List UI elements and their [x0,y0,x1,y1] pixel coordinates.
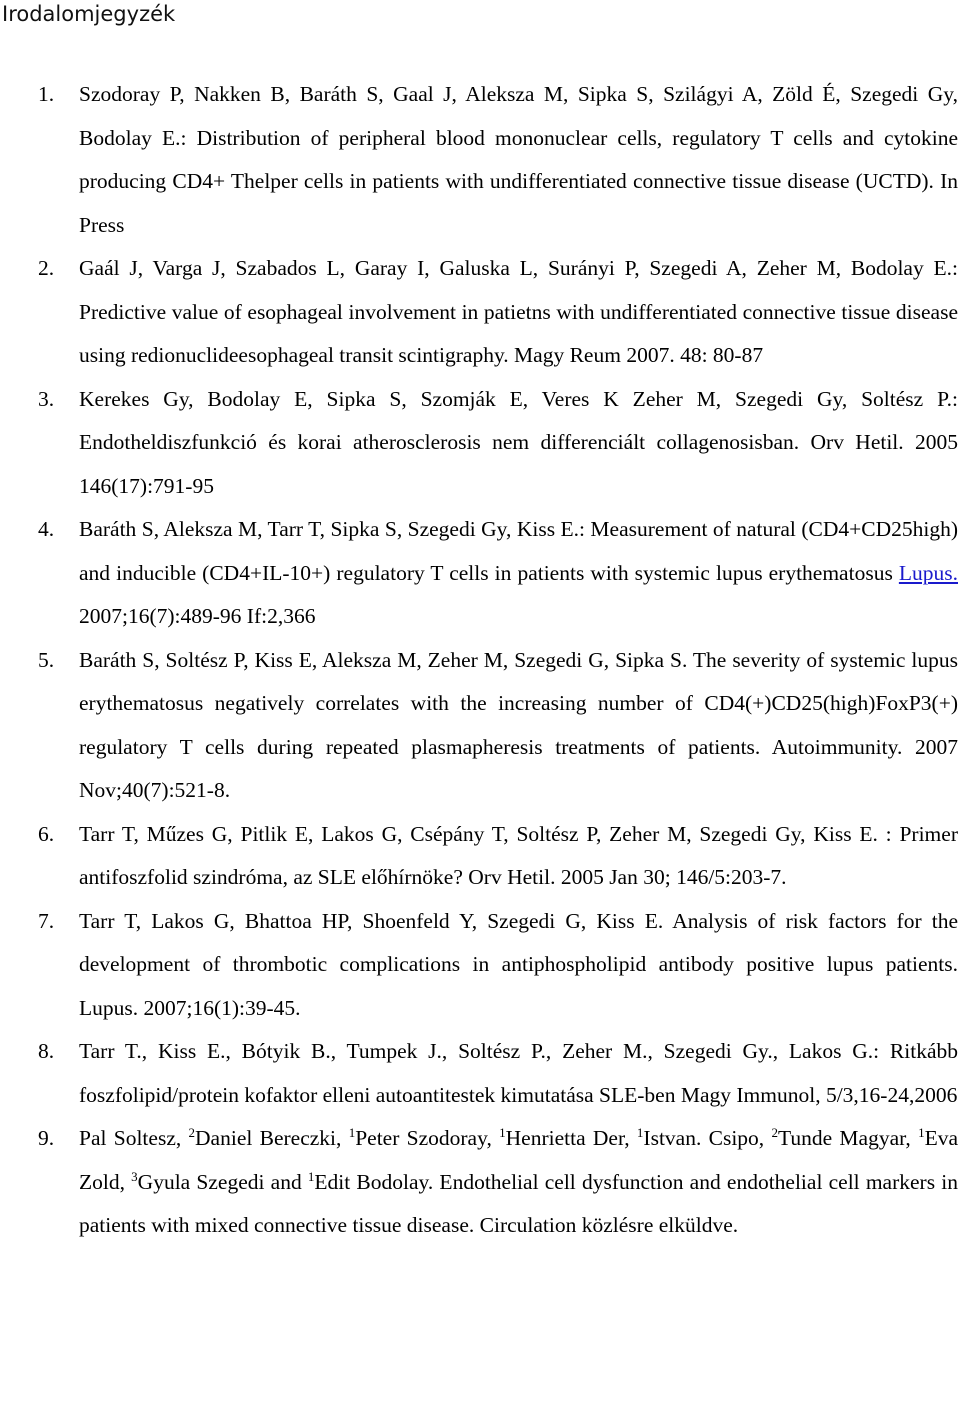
affiliation-superscript: 2 [188,1125,196,1140]
reference-number: 4. [38,517,55,541]
reference-text: Baráth S, Aleksza M, Tarr T, Sipka S, Szegedi Gy, Kiss E.: Measurement of natural (CD4+CD25high) and inducible (CD4+IL-10+) regulatory T cells in patients with systemic lupus erythematosus [79,517,958,585]
reference-text: Gaál J, Varga J, Szabados L, Garay I, Galuska L, Surányi P, Szegedi A, Zeher M, Bodolay E.: Predictive value of esophageal involvement in patietns with undifferentiated connective tissue disease using redionuclideesophageal transit scintigraphy. Magy Reum 2007. 48: 80-87 [79,256,958,367]
list-item [0,1030,958,1117]
list-item [0,73,958,247]
affiliation-superscript: 1 [918,1125,925,1140]
reference-number: 5. [38,647,55,672]
list-item [0,900,958,1031]
reference-number: 3. [38,386,55,411]
affiliation-superscript: 1 [499,1125,506,1140]
reference-number: 1. [38,82,55,106]
reference-number: 2. [38,256,55,280]
reference-number: 7. [38,908,55,933]
page-title: Irodalomjegyzék [2,2,176,26]
author-text: Gyula Szegedi and [137,1169,308,1194]
author-text: Eva Zold, [79,1126,959,1194]
list-item [0,1117,958,1248]
list-item [0,639,958,813]
reference-text: Tarr T, Műzes G, Pitlik E, Lakos G, Csépány T, Soltész P, Zeher M, Szegedi Gy, Kiss E. : Primer antifoszfolid szindróma, az SLE előhírnöke? Orv Hetil. 2005 Jan 30; 146/5:203-7. [79,821,958,889]
list-item [0,247,958,378]
reference-number: 8. [38,1039,55,1063]
reference-text: Tarr T, Lakos G, Bhattoa HP, Shoenfeld Y, Szegedi G, Kiss E. Analysis of risk factors for the development of thrombotic complications in antiphospholipid antibody positive lupus patients. Lupus. 2007;16(1):39-45. [79,908,958,1020]
affiliation-superscript: 2 [771,1125,778,1140]
journal-link[interactable]: Lupus. [898,560,958,585]
list-item [0,813,958,900]
list-item [0,508,958,639]
reference-text: Szodoray P, Nakken B, Baráth S, Gaal J, Aleksza M, Sipka S, Szilágyi A, Zöld É, Szegedi Gy, Bodolay E.: Distribution of peripheral blood mononuclear cells, regulatory T cells and cytokine producing CD4+ Thelper cells in patients with undifferentiated connective tissue disease (UCTD). In Press [79,82,958,237]
author-text: Henrietta Der, [505,1126,637,1150]
affiliation-superscript: 1 [636,1125,644,1140]
list-item [0,378,958,509]
reference-text: Kerekes Gy, Bodolay E, Sipka S, Szomják E, Veres K Zeher M, Szegedi Gy, Soltész P.: Endotheldiszfunkció és korai atherosclerosis nem differenciált collagenosisban. Orv Hetil. 2005 146(17):791-95 [79,386,958,498]
reference-text: Edit Bodolay. Endothelial cell dysfunction and endothelial cell markers in patients with mixed connective tissue disease. Circulation közlésre elküldve. [79,1169,958,1237]
reference-text-tail: 2007;16(7):489-96 If:2,366 [79,604,316,628]
affiliation-superscript: 3 [131,1168,138,1184]
reference-number: 9. [38,1126,55,1150]
author-text: Peter Szodoray, [355,1126,500,1150]
reference-number: 6. [38,821,55,846]
reference-text: Tarr T., Kiss E., Bótyik B., Tumpek J., Soltész P., Zeher M., Szegedi Gy., Lakos G.: Ritkább foszfolipid/protein kofaktor elleni autoantitestek kimutatása SLE-ben Magy Immunol, 5/3,16-24,2006 [79,1039,958,1107]
affiliation-superscript: 1 [307,1168,315,1184]
reference-list [0,73,958,1248]
author-text: Istvan. Csipo, [643,1126,772,1150]
author-text: Tunde Magyar, [777,1126,919,1150]
affiliation-superscript: 1 [348,1125,356,1140]
reference-text: Baráth S, Soltész P, Kiss E, Aleksza M, Zeher M, Szegedi G, Sipka S. The severity of systemic lupus erythematosus negatively correlates with the increasing number of CD4(+)CD25(high)FoxP3(+) regulatory T cells during repeated plasmapheresis treatments of patients. Autoimmunity. 2007 Nov;40(7):521-8. [79,647,958,802]
author-text: Pal Soltesz, [79,1126,189,1150]
author-text: Daniel Bereczki, [195,1126,349,1150]
